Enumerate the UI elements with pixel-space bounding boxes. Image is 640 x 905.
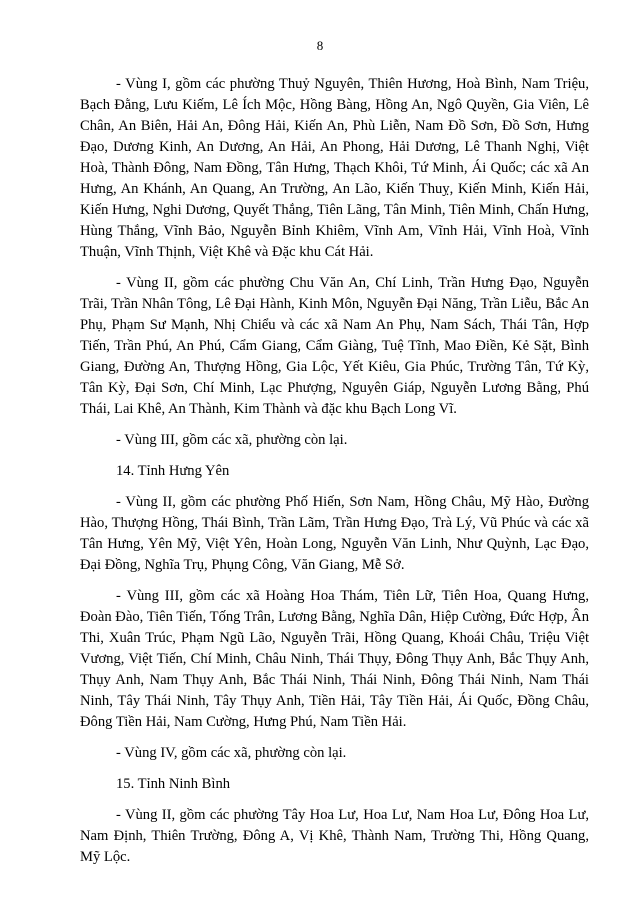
paragraph-haiphong-zone-1: - Vùng I, gồm các phường Thuỷ Nguyên, Thiên Hương, Hoà Bình, Nam Triệu, Bạch Đằng, Lưu Kiếm, Lê Ích Mộc, Hồng Bàng, Hồng An, Ngô Quyền, Gia Viên, Lê Chân, An Biên, Hải An, Đông Hải, Kiến An, Phù Liễn, Nam Đồ Sơn, Đồ Sơn, Hưng Đạo, Dương Kinh, An Dương, An Hải, An Phong, Hải Dương, Lê Thanh Nghị, Việt Hoà, Thành Đông, Nam Đồng, Tân Hưng, Thạch Khôi, Tứ Minh, Ái Quốc; các xã An Hưng, An Khánh, An Quang, An Trường, An Lão, Kiến Thuỵ, Kiến Minh, Kiến Hải, Kiến Hưng, Nghi Dương, Quyết Thắng, Tiên Lãng, Tân Minh, Tiên Minh, Chấn Hưng, Hùng Thắng, Vĩnh Bảo, Nguyễn Bỉnh Khiêm, Vĩnh Am, Vĩnh Hải, Vĩnh Hoà, Vĩnh Thuận, Vĩnh Thịnh, Việt Khê và Đặc khu Cát Hải.	[80, 76, 589, 260]
section-heading-ninh-binh: 15. Tỉnh Ninh Bình	[116, 776, 231, 792]
page-number: 8	[316, 38, 324, 53]
page-body	[80, 74, 589, 878]
paragraph-hungyen-zone-4: - Vùng IV, gồm các xã, phường còn lại.	[116, 745, 347, 761]
paragraph-hungyen-zone-3: - Vùng III, gồm các xã Hoàng Hoa Thám, Tiên Lữ, Tiên Hoa, Quang Hưng, Đoàn Đào, Tiên Tiến, Tống Trân, Lương Bằng, Nghĩa Dân, Hiệp Cường, Đức Hợp, Ân Thi, Xuân Trúc, Phạm Ngũ Lão, Nguyễn Trãi, Hồng Quang, Khoái Châu, Triệu Việt Vương, Việt Tiến, Chí Minh, Châu Ninh, Thái Thụy, Đông Thụy Anh, Bắc Thụy Anh, Thụy Anh, Nam Thụy Anh, Bắc Thái Ninh, Thái Ninh, Đông Thái Ninh, Nam Thái Ninh, Tây Thái Ninh, Tây Thụy Anh, Tiền Hải, Tây Tiền Hải, Ái Quốc, Đồng Châu, Đông Tiền Hải, Nam Cường, Hưng Phú, Nam Tiền Hải.	[80, 588, 589, 730]
paragraph-hungyen-zone-2: - Vùng II, gồm các phường Phố Hiến, Sơn Nam, Hồng Châu, Mỹ Hào, Đường Hào, Thượng Hồng, Thái Bình, Trần Lãm, Trần Hưng Đạo, Trà Lý, Vũ Phúc và các xã Tân Hưng, Yên Mỹ, Việt Yên, Hoàn Long, Nguyễn Văn Linh, Như Quỳnh, Lạc Đạo, Đại Đồng, Nghĩa Trụ, Phụng Công, Văn Giang, Mễ Sở.	[80, 494, 589, 573]
paragraph-haiphong-zone-2: - Vùng II, gồm các phường Chu Văn An, Chí Linh, Trần Hưng Đạo, Nguyễn Trãi, Trần Nhân Tông, Lê Đại Hành, Kinh Môn, Nguyễn Đại Năng, Trần Liễu, Bắc An Phụ, Phạm Sư Mạnh, Nhị Chiểu và các xã Nam An Phụ, Nam Sách, Thái Tân, Hợp Tiến, Trần Phú, An Phú, Cẩm Giang, Cẩm Giàng, Tuệ Tĩnh, Mao Điền, Kẻ Sặt, Bình Giang, Đường An, Thượng Hồng, Gia Lộc, Yết Kiêu, Gia Phúc, Trường Tân, Tứ Kỳ, Tân Kỳ, Đại Sơn, Chí Minh, Lạc Phượng, Nguyên Giáp, Nguyễn Lương Bằng, Phú Thái, Lai Khê, An Thành, Kim Thành và đặc khu Bạch Long Vĩ.	[80, 275, 589, 417]
paragraph-ninhbinh-zone-2: - Vùng II, gồm các phường Tây Hoa Lư, Hoa Lư, Nam Hoa Lư, Đông Hoa Lư, Nam Định, Thiên Trường, Đông A, Vị Khê, Thành Nam, Trường Thi, Hồng Quang, Mỹ Lộc.	[80, 807, 589, 865]
section-heading-hung-yen: 14. Tỉnh Hưng Yên	[116, 463, 230, 479]
paragraph-haiphong-zone-3: - Vùng III, gồm các xã, phường còn lại.	[116, 432, 348, 448]
